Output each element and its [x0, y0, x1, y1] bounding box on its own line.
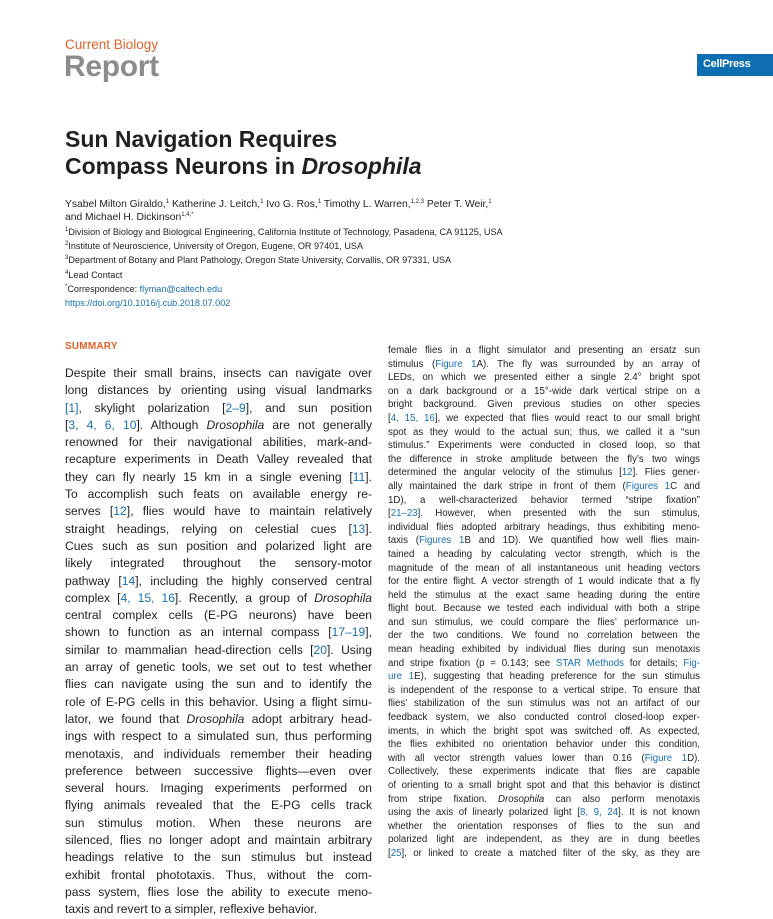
text-run: complex [ [65, 590, 121, 605]
text-run: To accomplish such feats on available energy re- [65, 487, 372, 502]
text-run: exhibit frontal phototaxis. Thus, without the com- [65, 867, 372, 882]
text-run: are not generally [264, 417, 372, 432]
body-text-column [388, 344, 700, 861]
text-run: ]. [365, 469, 372, 484]
citation-link[interactable]: 11 [352, 469, 366, 484]
article-title [65, 126, 422, 180]
text-line [388, 616, 700, 630]
text-run: on a dark background or a 15°-wide dark vertical stripe on a [388, 385, 700, 397]
text-run: individual flies adopted arbitrary headings, thus exhibiting meno- [388, 521, 700, 533]
text-line [65, 555, 372, 572]
affiliation-sup: 1 [65, 227, 69, 233]
text-run: central complex cells (E-PG neurons) have been [65, 608, 372, 623]
text-run: long distances by orienting using visual landmarks [65, 383, 372, 398]
text-run: ings with respect to a simulated sun, thus performing [65, 729, 372, 744]
text-line [65, 400, 372, 417]
text-run: an array of genetic tools, we set out to test whether [65, 660, 372, 675]
text-run: [ [388, 847, 391, 859]
italic-text: Drosophila [206, 417, 265, 432]
text-line [388, 670, 700, 684]
text-line [388, 643, 700, 657]
text-line [65, 365, 372, 382]
affiliation-line [65, 225, 503, 239]
affiliation-text: Lead Contact [68, 269, 123, 280]
text-line [388, 398, 700, 412]
article-type: Report [64, 50, 159, 83]
text-run: and sun stimulus, we could compare the flies’ performance un- [388, 616, 700, 628]
affiliation-text: Institute of Neuroscience, University of Oregon, Eugene, OR 97401, USA [68, 241, 364, 252]
text-run: several hours. Imaging experiments performed on [65, 781, 372, 796]
text-run: preference between successive flights—even over [65, 763, 372, 778]
text-line [65, 417, 372, 434]
text-run: flight bout. Because we tested each individual with both a stripe [388, 603, 700, 615]
text-run: serves [ [65, 504, 114, 519]
text-line [388, 589, 700, 603]
author-line-2 [65, 211, 492, 224]
text-run: C and [670, 480, 700, 492]
citation-link[interactable]: Fig- [683, 657, 701, 669]
doi-link[interactable]: https://doi.org/10.1016/j.cub.2018.07.002 [65, 298, 231, 309]
text-run: headings relative to the sun stimulus but instead [65, 850, 372, 865]
text-line [388, 602, 700, 616]
text-line [388, 697, 700, 711]
text-line [388, 534, 700, 548]
text-line [65, 728, 372, 745]
author-sup: 1,4,* [181, 212, 194, 218]
summary-heading: SUMMARY [65, 341, 118, 352]
citation-link[interactable]: 4, 15, 16 [390, 412, 435, 424]
text-line [65, 867, 372, 884]
text-line [388, 806, 700, 820]
citation-link[interactable]: 25 [390, 847, 402, 859]
text-run: ], flies would have to maintain relatively [126, 504, 372, 519]
text-line [388, 752, 700, 766]
text-run: taxis ( [388, 535, 419, 547]
text-run: Collectively, these experiments indicate that flies are capable [388, 766, 700, 778]
text-run: spot as they would to the actual sun; thus, we called it a “sun [388, 426, 700, 438]
text-line [65, 642, 372, 659]
title-line-1: Sun Navigation Requires [65, 126, 338, 152]
italic-text: Drosophila [186, 711, 245, 726]
text-run: mean heading exhibited by individual flies during sun menotaxis [388, 644, 700, 656]
citation-link[interactable]: 2–9 [225, 400, 246, 415]
text-run: Cues such as sun position and polarized light are [65, 538, 372, 553]
cellpress-logo[interactable] [697, 54, 773, 76]
text-line [388, 507, 700, 521]
text-run: ]. Recently, a group of [174, 590, 315, 605]
citation-link[interactable]: Figures 1 [418, 535, 465, 547]
text-run: tained a heading by calculating vector strength, which is the [388, 548, 700, 560]
text-line [388, 548, 700, 562]
text-line [65, 573, 372, 590]
text-run: ], and sun position [245, 400, 372, 415]
text-line [65, 590, 372, 607]
text-run: adopt arbitrary head- [244, 711, 372, 726]
text-run: recapture experiments in Death Valley revealed that [65, 452, 372, 467]
text-run: lator, we found that [65, 711, 187, 726]
text-run: for details; [623, 657, 684, 669]
text-run: der the two conditions. We found no correlation between the [388, 630, 700, 642]
text-run: 1D), a well-characterized behavior termed “stripe fixation” [388, 494, 700, 506]
citation-link[interactable]: Figure 1 [435, 358, 477, 370]
text-run: LEDs, on which we presented either a single 2.4° bright spot [388, 372, 700, 384]
text-line [388, 344, 700, 358]
text-run: they can fly nearly 15 km in a single evening [ [65, 469, 353, 484]
text-line [388, 629, 700, 643]
author-name: Timothy L. Warren, [321, 199, 411, 210]
citation-link[interactable]: STAR Methods [555, 657, 624, 669]
text-run: ]. However, when presented with the sun stimulus, [417, 508, 700, 520]
author-list [65, 198, 492, 224]
text-run: likely integrated throughout the sensory-motor [65, 556, 372, 571]
text-line [388, 494, 700, 508]
text-run: ]. It is not known [618, 807, 700, 819]
text-run: the flies exhibited no orientation behavior under this condition, [388, 739, 700, 751]
text-run: whether the orientation responses of flies to the sun and [388, 820, 700, 832]
text-run: silenced, flies no longer adopt and maintain arbitrary [65, 833, 372, 848]
text-run: from stripe fixation. [388, 793, 499, 805]
text-run: [ [388, 412, 391, 424]
text-run: held the stimulus at the exact same heading during the entire [388, 589, 700, 601]
title-line-2-text: Compass Neurons in [65, 153, 302, 179]
citation-link[interactable]: Figures 1 [625, 480, 671, 492]
text-line [388, 439, 700, 453]
text-line [65, 832, 372, 849]
affiliation-text: Department of Botany and Plant Pathology, Oregon State University, Corvallis, OR 97331, USA [68, 255, 452, 266]
author-sup: 1 [260, 199, 264, 205]
text-run: pathway [ [65, 573, 122, 588]
text-run: can also perform menotaxis [544, 793, 700, 805]
text-line [65, 382, 372, 399]
text-run: flies can navigate using the sun and to identify the [65, 677, 372, 692]
text-line [65, 624, 372, 641]
citation-link[interactable]: 21–23 [390, 508, 418, 520]
italic-text: Drosophila [314, 590, 372, 605]
text-line [388, 725, 700, 739]
affiliation-line [65, 282, 503, 296]
text-run: ally maintained the dark stripe in front of them ( [388, 480, 626, 492]
text-run: of orienting to a small bright spot and that this behavior is distinct [388, 780, 700, 791]
affiliation-sup: 4 [65, 269, 69, 276]
text-line [65, 659, 372, 676]
cellpress-logo-text: CellPress [703, 58, 751, 70]
text-run: taxis and revert to a simpler, reflexive behavior. [65, 902, 318, 917]
citation-link[interactable]: 3, 4, 6, 10 [68, 417, 137, 432]
text-line [388, 575, 700, 589]
text-run: iments, in which the bright spot was switched off. As expected, [388, 725, 700, 737]
author-sup: 1,2,3 [410, 199, 424, 205]
text-line [388, 711, 700, 725]
author-name: Ysabel Milton Giraldo, [65, 199, 166, 210]
author-sup: 1 [488, 199, 492, 205]
citation-link[interactable]: Figure 1 [644, 752, 688, 764]
journal-name: Current Biology [65, 37, 159, 52]
citation-link[interactable]: ure 1 [388, 671, 415, 683]
text-line [65, 780, 372, 797]
text-run: menotaxis, and individuals remember their heading [65, 746, 372, 761]
citation-link[interactable]: 20 [313, 642, 327, 657]
text-run: with all vector strength values lower than 0.16 ( [388, 752, 645, 764]
text-run: pass system, flies lose the ability to execute meno- [65, 884, 372, 899]
text-line [65, 746, 372, 763]
text-line [388, 453, 700, 467]
affiliation-sup: 2 [65, 241, 69, 248]
affiliation-sup: 3 [65, 255, 69, 262]
text-line [65, 815, 372, 832]
text-run: renowned for their navigational abilities, mark-and- [65, 435, 372, 450]
text-run: ], or linked to create a matched filter of the sky, as they are [401, 847, 700, 859]
text-run: shown to function as an internal compass [ [65, 625, 332, 640]
text-run: role of E-PG cells in this behavior. Using a flight simu- [65, 694, 372, 709]
text-line [65, 607, 372, 624]
citation-link[interactable]: 14 [121, 573, 136, 588]
citation-link[interactable]: 8, 9, 24 [579, 807, 619, 819]
text-run: similar to mammalian head-direction cells [ [65, 642, 314, 657]
text-run: flying animals revealed that the E-PG cells track [65, 798, 372, 813]
text-line [388, 820, 700, 834]
text-run: polarized light are independent, as they are in dung beetles [388, 834, 700, 846]
affiliation-line [65, 253, 503, 267]
text-line [388, 793, 700, 807]
text-run: ], [365, 625, 372, 640]
text-run: D). [687, 752, 700, 764]
text-line [388, 385, 700, 399]
text-run: and stripe fixation (p = 0.143; see [388, 657, 556, 669]
author-line-1 [65, 198, 492, 211]
author-name: Peter T. Weir, [423, 199, 489, 210]
text-run: magnitude of the mean of all instantaneous unit heading vectors [388, 562, 700, 574]
text-run: stimulus.” Experiments were conducted in closed loop, so that [388, 440, 700, 452]
text-line [65, 486, 372, 503]
text-line [388, 657, 700, 671]
text-line [388, 426, 700, 440]
citation-link[interactable]: 4, 15, 16 [120, 590, 175, 605]
text-line [65, 884, 372, 901]
citation-link[interactable]: [1] [65, 400, 79, 415]
author-name: and Michael H. Dickinson [65, 212, 182, 223]
affiliation-sup: * [65, 283, 68, 290]
text-line [65, 797, 372, 814]
citation-link[interactable]: 12 [113, 504, 127, 519]
text-run: ], including the highly conserved central [135, 573, 373, 588]
text-run: ]. Although [136, 417, 207, 432]
text-line [388, 521, 700, 535]
text-line [65, 451, 372, 468]
italic-text: Drosophila [498, 793, 545, 805]
author-sup: 1 [317, 199, 322, 205]
text-run: feedback system, we also conducted control closed-loop exper- [388, 712, 700, 724]
text-line [65, 676, 372, 693]
text-line [388, 765, 700, 779]
text-run: bright background. Given previous studies on other species [388, 399, 700, 411]
text-line [65, 434, 372, 451]
text-line [65, 711, 372, 728]
title-line-2 [65, 153, 422, 180]
text-run: determined the angular velocity of the stimulus [ [388, 467, 622, 479]
affiliation-line [65, 239, 503, 253]
affiliation-text: Division of Biology and Biological Engineering, California Institute of Technology, Pasadena, CA 91125, USA [68, 227, 503, 237]
text-run: ], we expected that flies would react to our small bright [434, 412, 700, 424]
text-run: ]. Using [326, 642, 372, 657]
text-run: ]. Flies gener- [632, 467, 700, 479]
author-sup: 1 [165, 199, 170, 205]
citation-link[interactable]: 17–19 [331, 625, 366, 640]
affiliations [65, 225, 503, 310]
text-line [388, 358, 700, 372]
text-run: [ [65, 417, 69, 432]
text-line [388, 480, 700, 494]
text-run: is independent of the response to a vertical stripe. To ensure that [388, 684, 700, 696]
text-run: B and 1D). We quantified how well flies main- [464, 535, 700, 547]
citation-link[interactable]: 13 [351, 521, 366, 536]
text-run: for the entire flight. A vector strength of 1 would indicate that a fly [388, 576, 700, 588]
text-run: using the axis of linearly polarized light [ [388, 807, 580, 819]
affiliation-text: Correspondence: [67, 283, 140, 294]
text-run: stimulus ( [388, 358, 436, 370]
text-run: female flies in a flight simulator and presenting an ersatz sun [388, 345, 700, 356]
text-line [388, 562, 700, 576]
affiliation-line [65, 268, 503, 282]
text-line [65, 521, 372, 538]
text-line [388, 466, 700, 480]
text-line [388, 833, 700, 847]
text-line [65, 901, 372, 918]
text-run: sun stimulus motion. When these neurons are [65, 815, 372, 830]
author-name: Katherine J. Leitch, [169, 199, 261, 210]
text-line [65, 503, 372, 520]
text-line [65, 469, 372, 486]
title-italic: Drosophila [301, 153, 422, 179]
text-line [65, 763, 372, 780]
text-run: flies’ stabilization of the sun stimulus was not an artifact of our [388, 698, 700, 710]
text-line [388, 371, 700, 385]
text-run: A). The fly was surrounded by an array of [476, 358, 700, 370]
text-line [388, 738, 700, 752]
citation-link[interactable]: 12 [621, 467, 633, 479]
text-line [388, 779, 700, 793]
email-link[interactable]: flyman@caltech.edu [139, 283, 223, 294]
text-line [388, 847, 700, 861]
text-line [388, 412, 700, 426]
text-run: [ [388, 508, 391, 520]
text-line [65, 538, 372, 555]
text-line [65, 694, 372, 711]
text-run: straight headings, relying on celestial cues [ [65, 521, 352, 536]
text-run: the difference in stroke amplitude between the fly’s two wings [388, 453, 700, 465]
text-run: E), suggesting that heading preference for the sun stimulus [414, 671, 701, 683]
text-run: , skylight polarization [ [78, 400, 226, 415]
author-name: Ivo G. Ros, [263, 199, 318, 210]
summary-text [65, 365, 372, 919]
text-run: Despite their small brains, insects can navigate over [65, 366, 372, 380]
text-line [65, 849, 372, 866]
text-run: ]. [365, 521, 372, 536]
text-line [388, 684, 700, 698]
